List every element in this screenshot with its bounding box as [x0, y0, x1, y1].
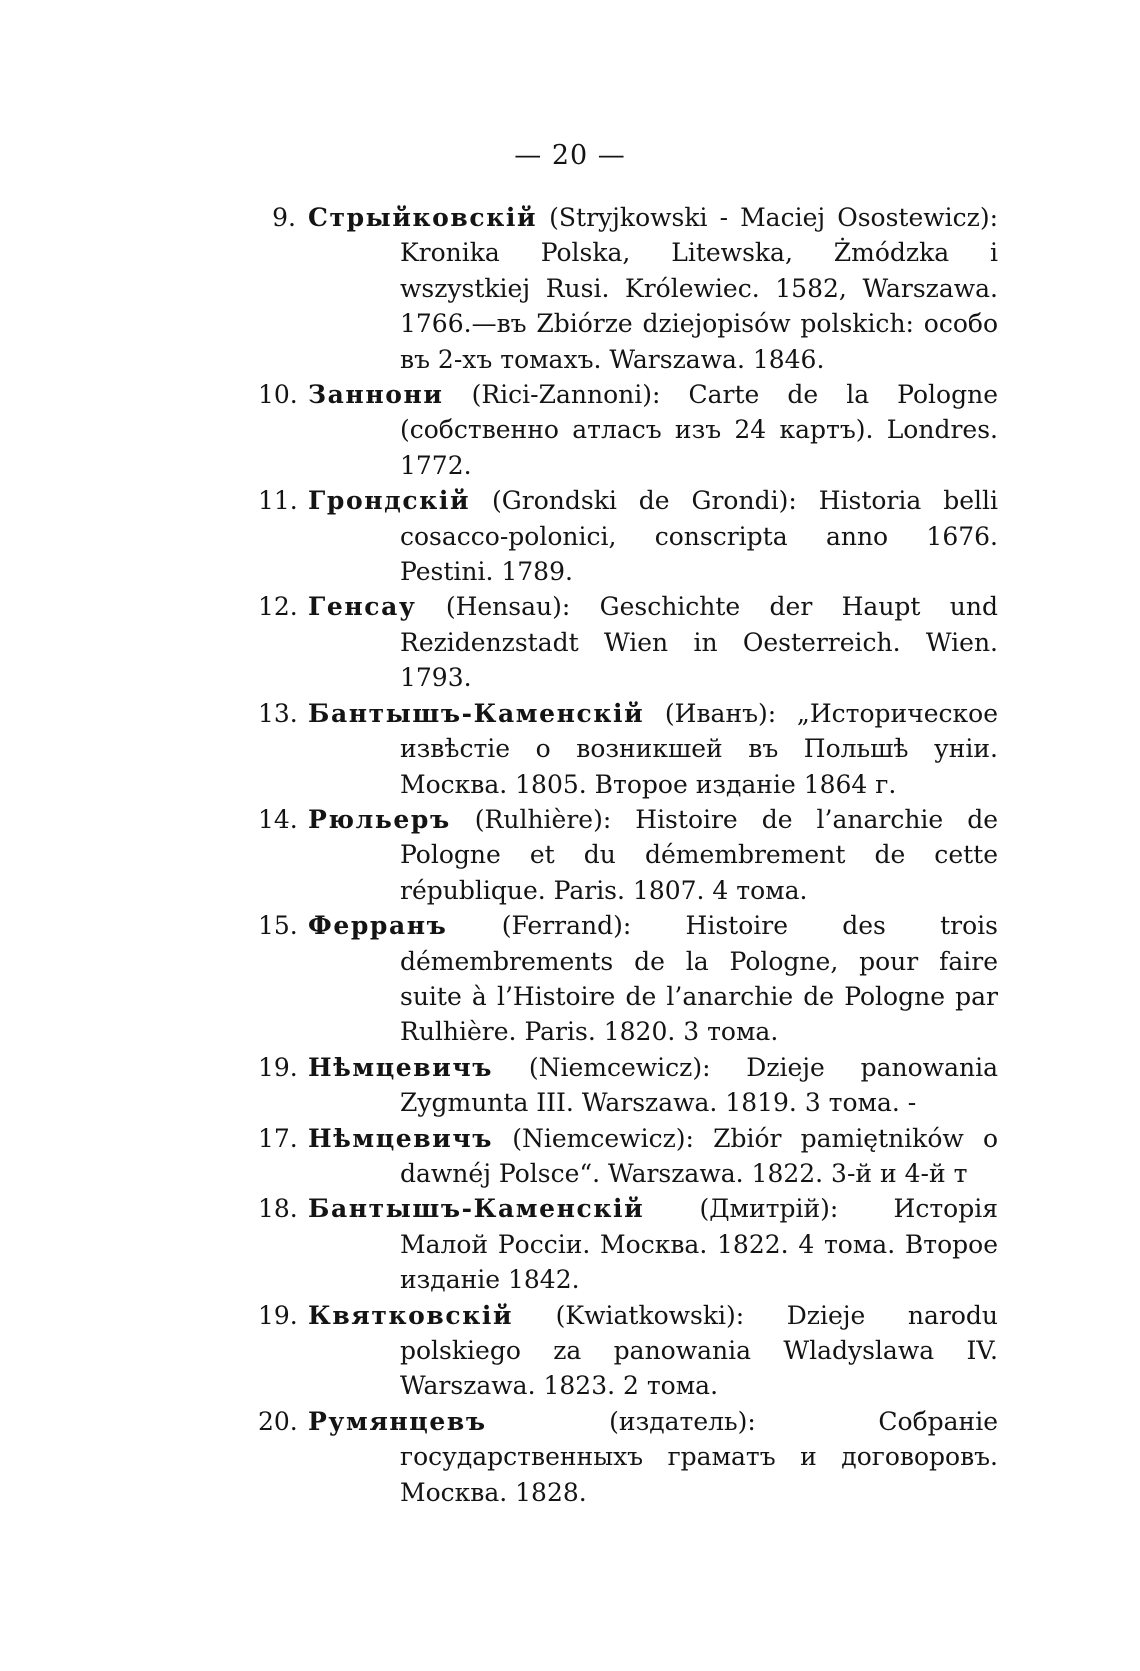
entry-number: 18.: [258, 1194, 298, 1224]
entry-number: 15.: [258, 911, 298, 941]
entry-text: [258, 1191, 998, 1297]
bibliography-entry: [258, 589, 998, 695]
entry-text: [258, 908, 998, 1050]
entry-author: Квятковскій: [308, 1300, 514, 1330]
entry-author: Грондскій: [308, 486, 471, 516]
entry-number: 19.: [258, 1052, 298, 1082]
bibliography-entry: [258, 1404, 998, 1510]
entry-description: (Ferrand): Histoire des trois démembrements de la Pologne, pour faire suite à l’Histoire de l’anarchie de Pologne par Rulhière. Paris. 1820. 3 тома.: [400, 911, 998, 1047]
entry-author: Бантышъ-Каменскій: [308, 698, 645, 728]
entry-description: (Niemcewicz): Zbiór pamiętników o dawnéj Polsce“. Warszawa. 1822. 3-й и 4-й т: [400, 1123, 998, 1188]
entry-text: [258, 696, 998, 802]
entry-number: 17.: [258, 1123, 298, 1153]
entry-number: 12.: [258, 592, 298, 622]
bibliography-list: [258, 200, 998, 1510]
bibliography-entry: [258, 1050, 998, 1121]
entry-text: [258, 1404, 998, 1510]
entry-text: [258, 1121, 998, 1192]
entry-description: (Stryjkowski - Maciej Osostewicz): Kronika Polska, Litewska, Żmódzka i wszystkiej Rusi. Królewiec. 1582, Warszawa. 1766.—въ Zbiórze dziejopisów polskich: особо въ 2-хъ томахъ. Warszawa. 1846.: [400, 203, 998, 374]
entry-number: 20.: [258, 1406, 298, 1436]
bibliography-entry: [258, 696, 998, 802]
entry-description: (издатель): Собраніе государственныхъ граматъ и договоровъ. Москва. 1828.: [400, 1406, 998, 1507]
entry-author: Рюльеръ: [308, 804, 451, 834]
entry-description: (Hensau): Geschichte der Haupt und Rezidenzstadt Wien in Oesterreich. Wien. 1793.: [400, 592, 998, 693]
entry-text: [258, 802, 998, 908]
entry-description: (Kwiatkowski): Dzieje narodu polskiego za panowania Wladyslawa IV. Warszawa. 1823. 2 тома.: [400, 1300, 998, 1401]
entry-description: (Grondski de Grondi): Historia belli cosacco-polonici, conscripta anno 1676. Pestini. 1789.: [400, 486, 998, 587]
entry-text: [258, 1298, 998, 1404]
entry-author: Бантышъ-Каменскій: [308, 1194, 645, 1224]
entry-description: (Rici-Zannoni): Carte de la Pologne (собственно атласъ изъ 24 картъ). Londres. 1772.: [400, 380, 998, 480]
bibliography-entry: [258, 802, 998, 908]
page-number: — 20 —: [514, 140, 626, 171]
bibliography-entry: [258, 1191, 998, 1297]
bibliography-entry: [258, 377, 998, 483]
bibliography-entry: [258, 1298, 998, 1404]
entry-number: 9.: [272, 203, 296, 232]
bibliography-entry: [258, 908, 998, 1050]
entry-number: 11.: [258, 486, 298, 516]
entry-description: (Дмитрій): Исторія Малой Россіи. Москва. 1822. 4 тома. Второе изданіе 1842.: [400, 1194, 998, 1295]
entry-text: [258, 377, 998, 483]
entry-author: Румянцевъ: [308, 1406, 487, 1436]
bibliography-entry: [258, 1121, 998, 1192]
entry-text: [258, 200, 998, 377]
entry-author: Нѣмцевичъ: [308, 1052, 494, 1082]
entry-text: [258, 483, 998, 589]
entry-text: [258, 589, 998, 695]
entry-author: Генсау: [308, 592, 417, 622]
entry-description: (Rulhière): Histoire de l’anarchie de Pologne et du démembrement de cette république. Paris. 1807. 4 тома.: [400, 804, 998, 905]
entry-author: Стрыйковскій: [308, 203, 538, 232]
entry-description: (Иванъ): „Историческое извѣстіе о возникшей въ Польшѣ уніи. Москва. 1805. Второе изданіе 1864 г.: [400, 698, 998, 799]
entry-text: [258, 1050, 998, 1121]
bibliography-entry: [258, 200, 998, 377]
entry-number: 13.: [258, 698, 298, 728]
entry-author: Ферранъ: [308, 911, 448, 941]
entry-number: 10.: [258, 380, 298, 410]
entry-author: Заннони: [308, 380, 444, 410]
bibliography-entry: [258, 483, 998, 589]
entry-description: (Niemcewicz): Dzieje panowania Zygmunta III. Warszawa. 1819. 3 тома. -: [400, 1052, 998, 1118]
entry-number: 14.: [258, 804, 298, 834]
entry-number: 19.: [258, 1300, 298, 1330]
entry-author: Нѣмцевичъ: [308, 1123, 494, 1153]
